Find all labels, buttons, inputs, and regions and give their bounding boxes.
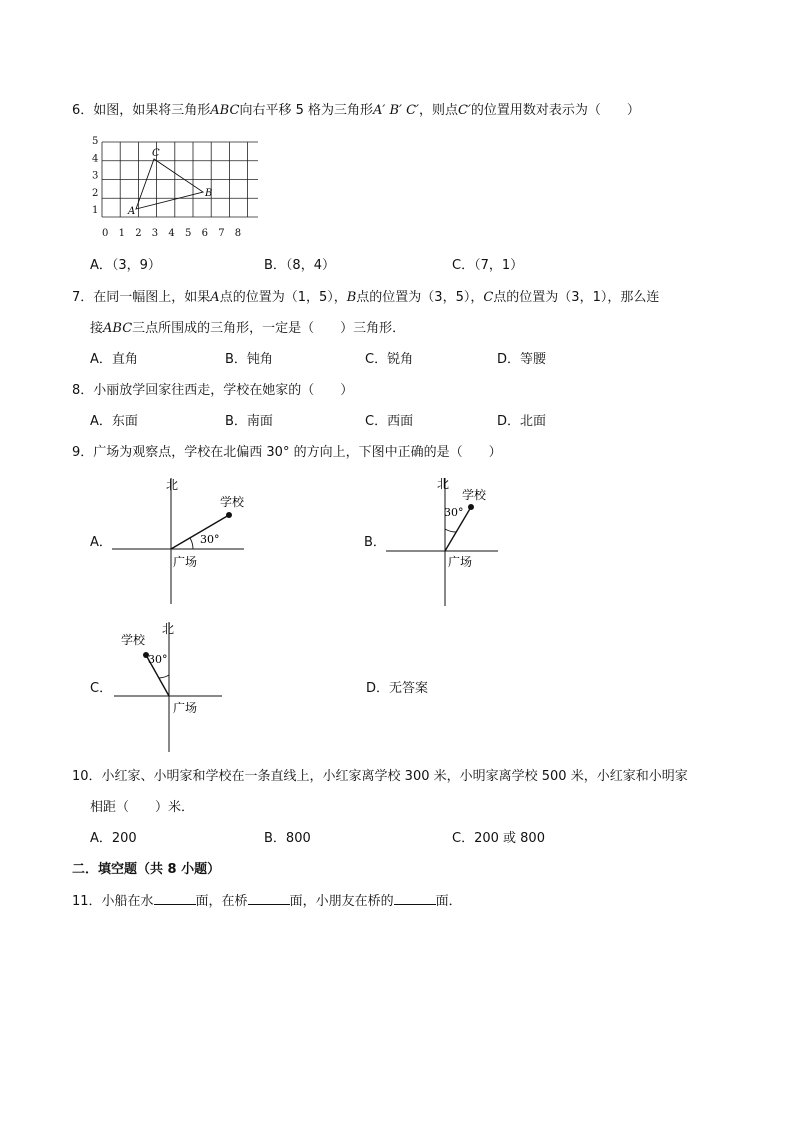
q10-option-b[interactable]: B．800 [264, 831, 311, 846]
q10-option-a[interactable]: A．200 [90, 831, 137, 846]
question-text: 接 [90, 321, 104, 336]
question-text: 面，小朋友在桥的 [289, 894, 394, 909]
x-tick-label: 6 [201, 228, 208, 239]
q6-option-c[interactable]: C．（7，1） [452, 258, 524, 273]
q9-option-a-label[interactable]: A． [90, 535, 112, 550]
point-b-label: B [205, 188, 213, 199]
y-tick-label: 4 [92, 153, 99, 165]
triangle-name: ABC [103, 321, 133, 336]
x-tick-label: 7 [218, 228, 225, 239]
triangle-name: ABC [210, 103, 240, 118]
grid-lines [102, 142, 258, 217]
point-a-label: A [128, 206, 136, 217]
x-tick-label: 1 [118, 228, 125, 239]
question-text: 的位置用数对表示为（ ） [470, 103, 640, 118]
question-number: 6． [72, 103, 94, 118]
question-11-text [72, 892, 462, 911]
point-c-label: C [152, 148, 160, 159]
x-tick-label: 8 [234, 228, 242, 239]
angle-arc [445, 529, 456, 532]
question-text: 向右平移 5 格为三角形 [239, 103, 373, 118]
school-point [468, 504, 474, 510]
north-label: 北 [166, 478, 179, 492]
q6-grid-figure [88, 134, 258, 242]
angle-arc [159, 675, 169, 678]
q7-option-c[interactable]: C．锐角 [365, 352, 414, 367]
angle-label: 30° [200, 533, 220, 546]
q9-option-b-label[interactable]: B． [364, 535, 386, 550]
question-text: 面，在桥 [195, 894, 248, 909]
q9-option-a-diagram[interactable] [112, 476, 252, 606]
school-point [226, 512, 232, 518]
q8-option-b[interactable]: B．南面 [225, 414, 273, 429]
question-10-line-1: 10．小红家、小明家和学校在一条直线上，小红家离学校 300 米，小明家离学校 500 米，小红家和小明家 [72, 769, 688, 784]
question-text: 在同一幅图上，如果 [93, 290, 211, 305]
question-number: 7． [72, 290, 94, 305]
y-tick-label: 5 [92, 136, 99, 148]
question-6-text [72, 102, 640, 120]
school-label: 学校 [121, 633, 146, 647]
q6-option-b[interactable]: B．（8，4） [264, 258, 335, 273]
point-b: B [346, 290, 357, 305]
x-tick-label: 3 [151, 228, 159, 239]
north-label: 北 [437, 477, 450, 491]
question-text: 点的位置为（3，1），那么连 [493, 290, 660, 305]
x-tick-label: 5 [185, 228, 192, 239]
x-tick-label: 4 [168, 228, 175, 239]
school-label: 学校 [462, 488, 487, 502]
question-text: 点的位置为（1，5）， [219, 290, 347, 305]
point-c: C [483, 290, 494, 305]
square-label: 广场 [173, 555, 198, 569]
q8-option-d[interactable]: D．北面 [497, 414, 547, 429]
point-c-prime: C′ [458, 103, 471, 118]
question-9-text: 9．广场为观察点，学校在北偏西 30° 的方向上，下图中正确的是（ ） [72, 445, 502, 460]
square-label: 广场 [448, 555, 473, 569]
y-tick-label: 2 [92, 187, 99, 199]
angle-arc [190, 538, 193, 549]
y-tick-label: 3 [92, 170, 99, 182]
q9-option-c-diagram[interactable] [112, 620, 232, 754]
angle-label: 30° [148, 653, 168, 666]
answer-blank-1[interactable] [154, 892, 196, 905]
square-label: 广场 [173, 701, 198, 715]
question-text: 点的位置为（3，5）， [356, 290, 484, 305]
q8-option-a[interactable]: A．东面 [90, 414, 138, 429]
section-2-title: 二．填空题（共 8 小题） [72, 862, 221, 877]
answer-blank-3[interactable] [394, 892, 436, 905]
q8-option-c[interactable]: C．西面 [365, 414, 414, 429]
question-7-line-1 [72, 289, 659, 307]
north-label: 北 [162, 622, 175, 636]
q9-option-c-label[interactable]: C． [90, 681, 113, 696]
y-tick-label: 1 [92, 205, 99, 216]
q10-option-c[interactable]: C．200 或 800 [452, 831, 545, 846]
question-10-line-2: 相距（ ）米． [90, 800, 195, 815]
x-tick-label: 0 [102, 228, 109, 239]
angle-label: 30° [444, 506, 464, 519]
q7-option-d[interactable]: D．等腰 [497, 352, 547, 367]
question-text: 11．小船在水 [72, 894, 154, 909]
q9-option-b-diagram[interactable] [386, 476, 506, 608]
point-a: A [210, 290, 220, 305]
question-text: 如图，如果将三角形 [93, 103, 211, 118]
question-8-text: 8．小丽放学回家往西走，学校在她家的（ ） [72, 383, 354, 398]
question-7-line-2 [90, 320, 405, 338]
school-label: 学校 [220, 495, 245, 509]
q7-option-a[interactable]: A．直角 [90, 352, 138, 367]
answer-blank-2[interactable] [248, 892, 290, 905]
q9-option-d[interactable]: D．无答案 [366, 681, 429, 696]
question-text: ，则点 [419, 103, 459, 118]
question-text: 三点所围成的三角形，一定是（ ）三角形． [132, 321, 406, 336]
x-tick-label: 2 [135, 228, 142, 239]
q7-option-b[interactable]: B．钝角 [225, 352, 273, 367]
q6-option-a[interactable]: A．（3，9） [90, 258, 161, 273]
question-text: 面． [435, 894, 462, 909]
triangle-prime-name: A′ B′ C′ [372, 103, 419, 118]
